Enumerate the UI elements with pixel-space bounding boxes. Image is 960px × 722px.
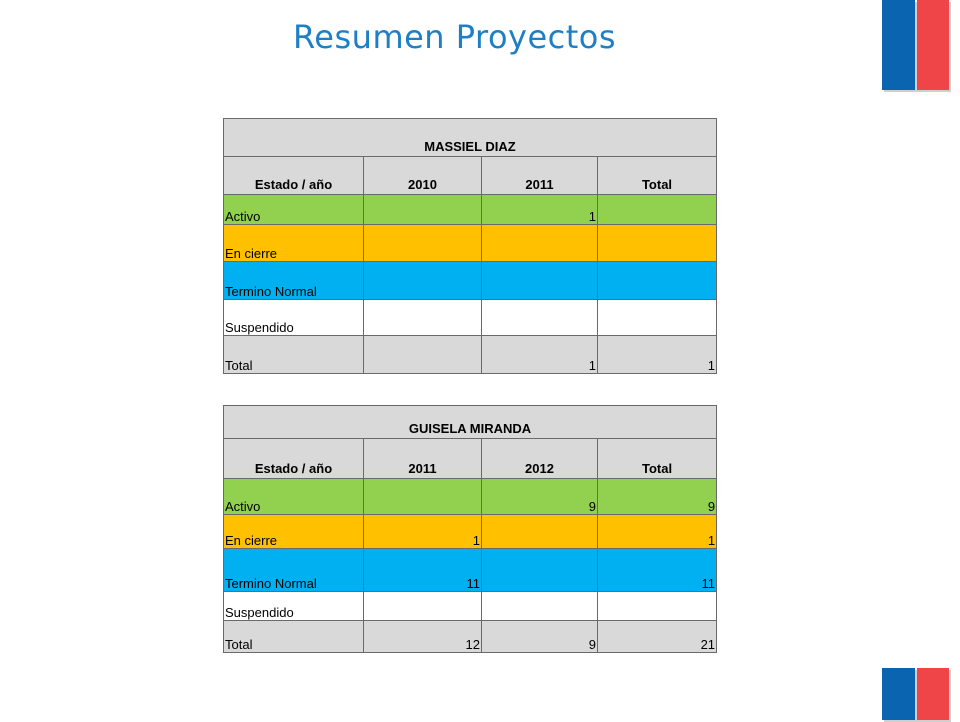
value-cell (598, 195, 717, 225)
value-cell: 11 (598, 549, 717, 592)
row-label: Suspendido (224, 300, 364, 336)
value-cell: 9 (482, 621, 598, 653)
value-cell (482, 262, 598, 300)
value-cell (482, 225, 598, 262)
row-label: Total (224, 621, 364, 653)
header-cell: 2012 (482, 439, 598, 479)
value-cell (598, 262, 717, 300)
value-cell: 1 (364, 515, 482, 549)
table-row (224, 515, 717, 549)
table-row (224, 262, 717, 300)
table-row (224, 195, 717, 225)
value-cell (482, 549, 598, 592)
row-label: Termino Normal (224, 549, 364, 592)
table-row (224, 336, 717, 374)
table-name: MASSIEL DIAZ (224, 119, 717, 157)
value-cell: 12 (364, 621, 482, 653)
project-table-guisela-miranda (223, 405, 717, 653)
header-cell: Total (598, 157, 717, 195)
header-cell: 2010 (364, 157, 482, 195)
value-cell (364, 225, 482, 262)
value-cell (364, 479, 482, 515)
value-cell (364, 336, 482, 374)
row-label: Suspendido (224, 592, 364, 621)
value-cell (598, 300, 717, 336)
header-cell: Estado / año (224, 157, 364, 195)
value-cell: 1 (598, 515, 717, 549)
row-label: En cierre (224, 515, 364, 549)
value-cell: 9 (598, 479, 717, 515)
value-cell: 21 (598, 621, 717, 653)
value-cell (364, 262, 482, 300)
value-cell: 9 (482, 479, 598, 515)
row-label: Termino Normal (224, 262, 364, 300)
value-cell (598, 225, 717, 262)
table-row (224, 621, 717, 653)
table-row (224, 549, 717, 592)
value-cell (482, 592, 598, 621)
header-cell: Total (598, 439, 717, 479)
value-cell: 1 (598, 336, 717, 374)
value-cell: 1 (482, 336, 598, 374)
project-table-massiel-diaz (223, 118, 717, 374)
row-label: Activo (224, 479, 364, 515)
table-row (224, 225, 717, 262)
table-row (224, 592, 717, 621)
table-row (224, 300, 717, 336)
table-name: GUISELA MIRANDA (224, 406, 717, 439)
value-cell (364, 195, 482, 225)
value-cell (598, 592, 717, 621)
row-label: En cierre (224, 225, 364, 262)
page-title: Resumen Proyectos (293, 18, 617, 56)
header-cell: 2011 (364, 439, 482, 479)
chile-flag-top (882, 0, 949, 90)
row-label: Activo (224, 195, 364, 225)
row-label: Total (224, 336, 364, 374)
chile-flag-bottom (882, 668, 949, 720)
header-cell: 2011 (482, 157, 598, 195)
value-cell: 11 (364, 549, 482, 592)
value-cell: 1 (482, 195, 598, 225)
value-cell (364, 300, 482, 336)
table-row (224, 479, 717, 515)
value-cell (364, 592, 482, 621)
value-cell (482, 515, 598, 549)
value-cell (482, 300, 598, 336)
header-cell: Estado / año (224, 439, 364, 479)
